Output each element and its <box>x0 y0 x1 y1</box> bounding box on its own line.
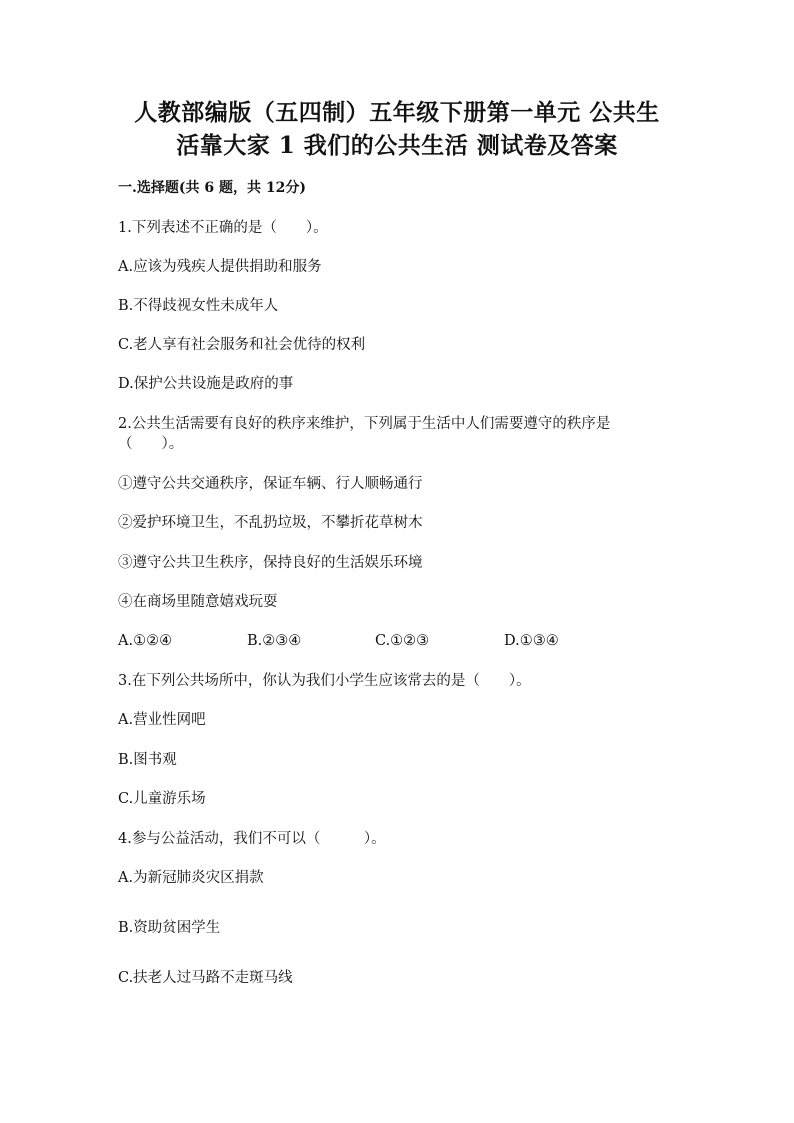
question-3-option-c: C.儿童游乐场 <box>118 791 206 807</box>
question-1-stem: 1.下列表述不正确的是（ ）。 <box>118 220 328 236</box>
question-4-option-b: B.资助贫困学生 <box>118 920 221 936</box>
question-3-option-a: A.营业性网吧 <box>118 712 206 728</box>
question-1-option-b: B.不得歧视女性未成年人 <box>118 298 279 314</box>
question-2-item-4: ④在商场里随意嬉戏玩耍 <box>118 594 278 610</box>
question-4-stem: 4.参与公益活动，我们不可以（ ）。 <box>118 831 386 847</box>
section-heading: 一.选择题(共 6 题，共 12分) <box>118 180 306 196</box>
question-1-option-c: C.老人享有社会服务和社会优待的权利 <box>118 337 366 353</box>
question-2-option-a: A.①②④ <box>118 633 173 649</box>
question-4-option-c: C.扶老人过马路不走斑马线 <box>118 970 293 986</box>
question-2-item-2: ②爱护环境卫生，不乱扔垃圾，不攀折花草树木 <box>118 515 423 531</box>
question-2-item-3: ③遵守公共卫生秩序，保持良好的生活娱乐环境 <box>118 555 423 571</box>
question-1-option-a: A.应该为残疾人提供捐助和服务 <box>118 259 322 275</box>
question-2-item-1: ①遵守公共交通秩序，保证车辆、行人顺畅通行 <box>118 476 423 492</box>
document-title-line-2: 活靠大家 1 我们的公共生活 测试卷及答案 <box>176 132 618 159</box>
question-2-stem-line-1: 2.公共生活需要有良好的秩序来维护，下列属于生活中人们需要遵守的秩序是 <box>118 416 611 432</box>
question-2-stem-line-2: （ ）。 <box>118 436 184 452</box>
question-4-option-a: A.为新冠肺炎灾区捐款 <box>118 870 264 886</box>
document-title-line-1: 人教部编版（五四制）五年级下册第一单元 公共生 <box>134 99 660 126</box>
question-2-option-c: C.①②③ <box>375 633 430 649</box>
question-3-stem: 3.在下列公共场所中，你认为我们小学生应该常去的是（ ）。 <box>118 673 531 689</box>
question-1-option-d: D.保护公共设施是政府的事 <box>118 376 294 392</box>
question-2-option-d: D.①③④ <box>504 633 559 649</box>
question-2-option-b: B.②③④ <box>247 633 302 649</box>
question-3-option-b: B.图书观 <box>118 752 177 768</box>
